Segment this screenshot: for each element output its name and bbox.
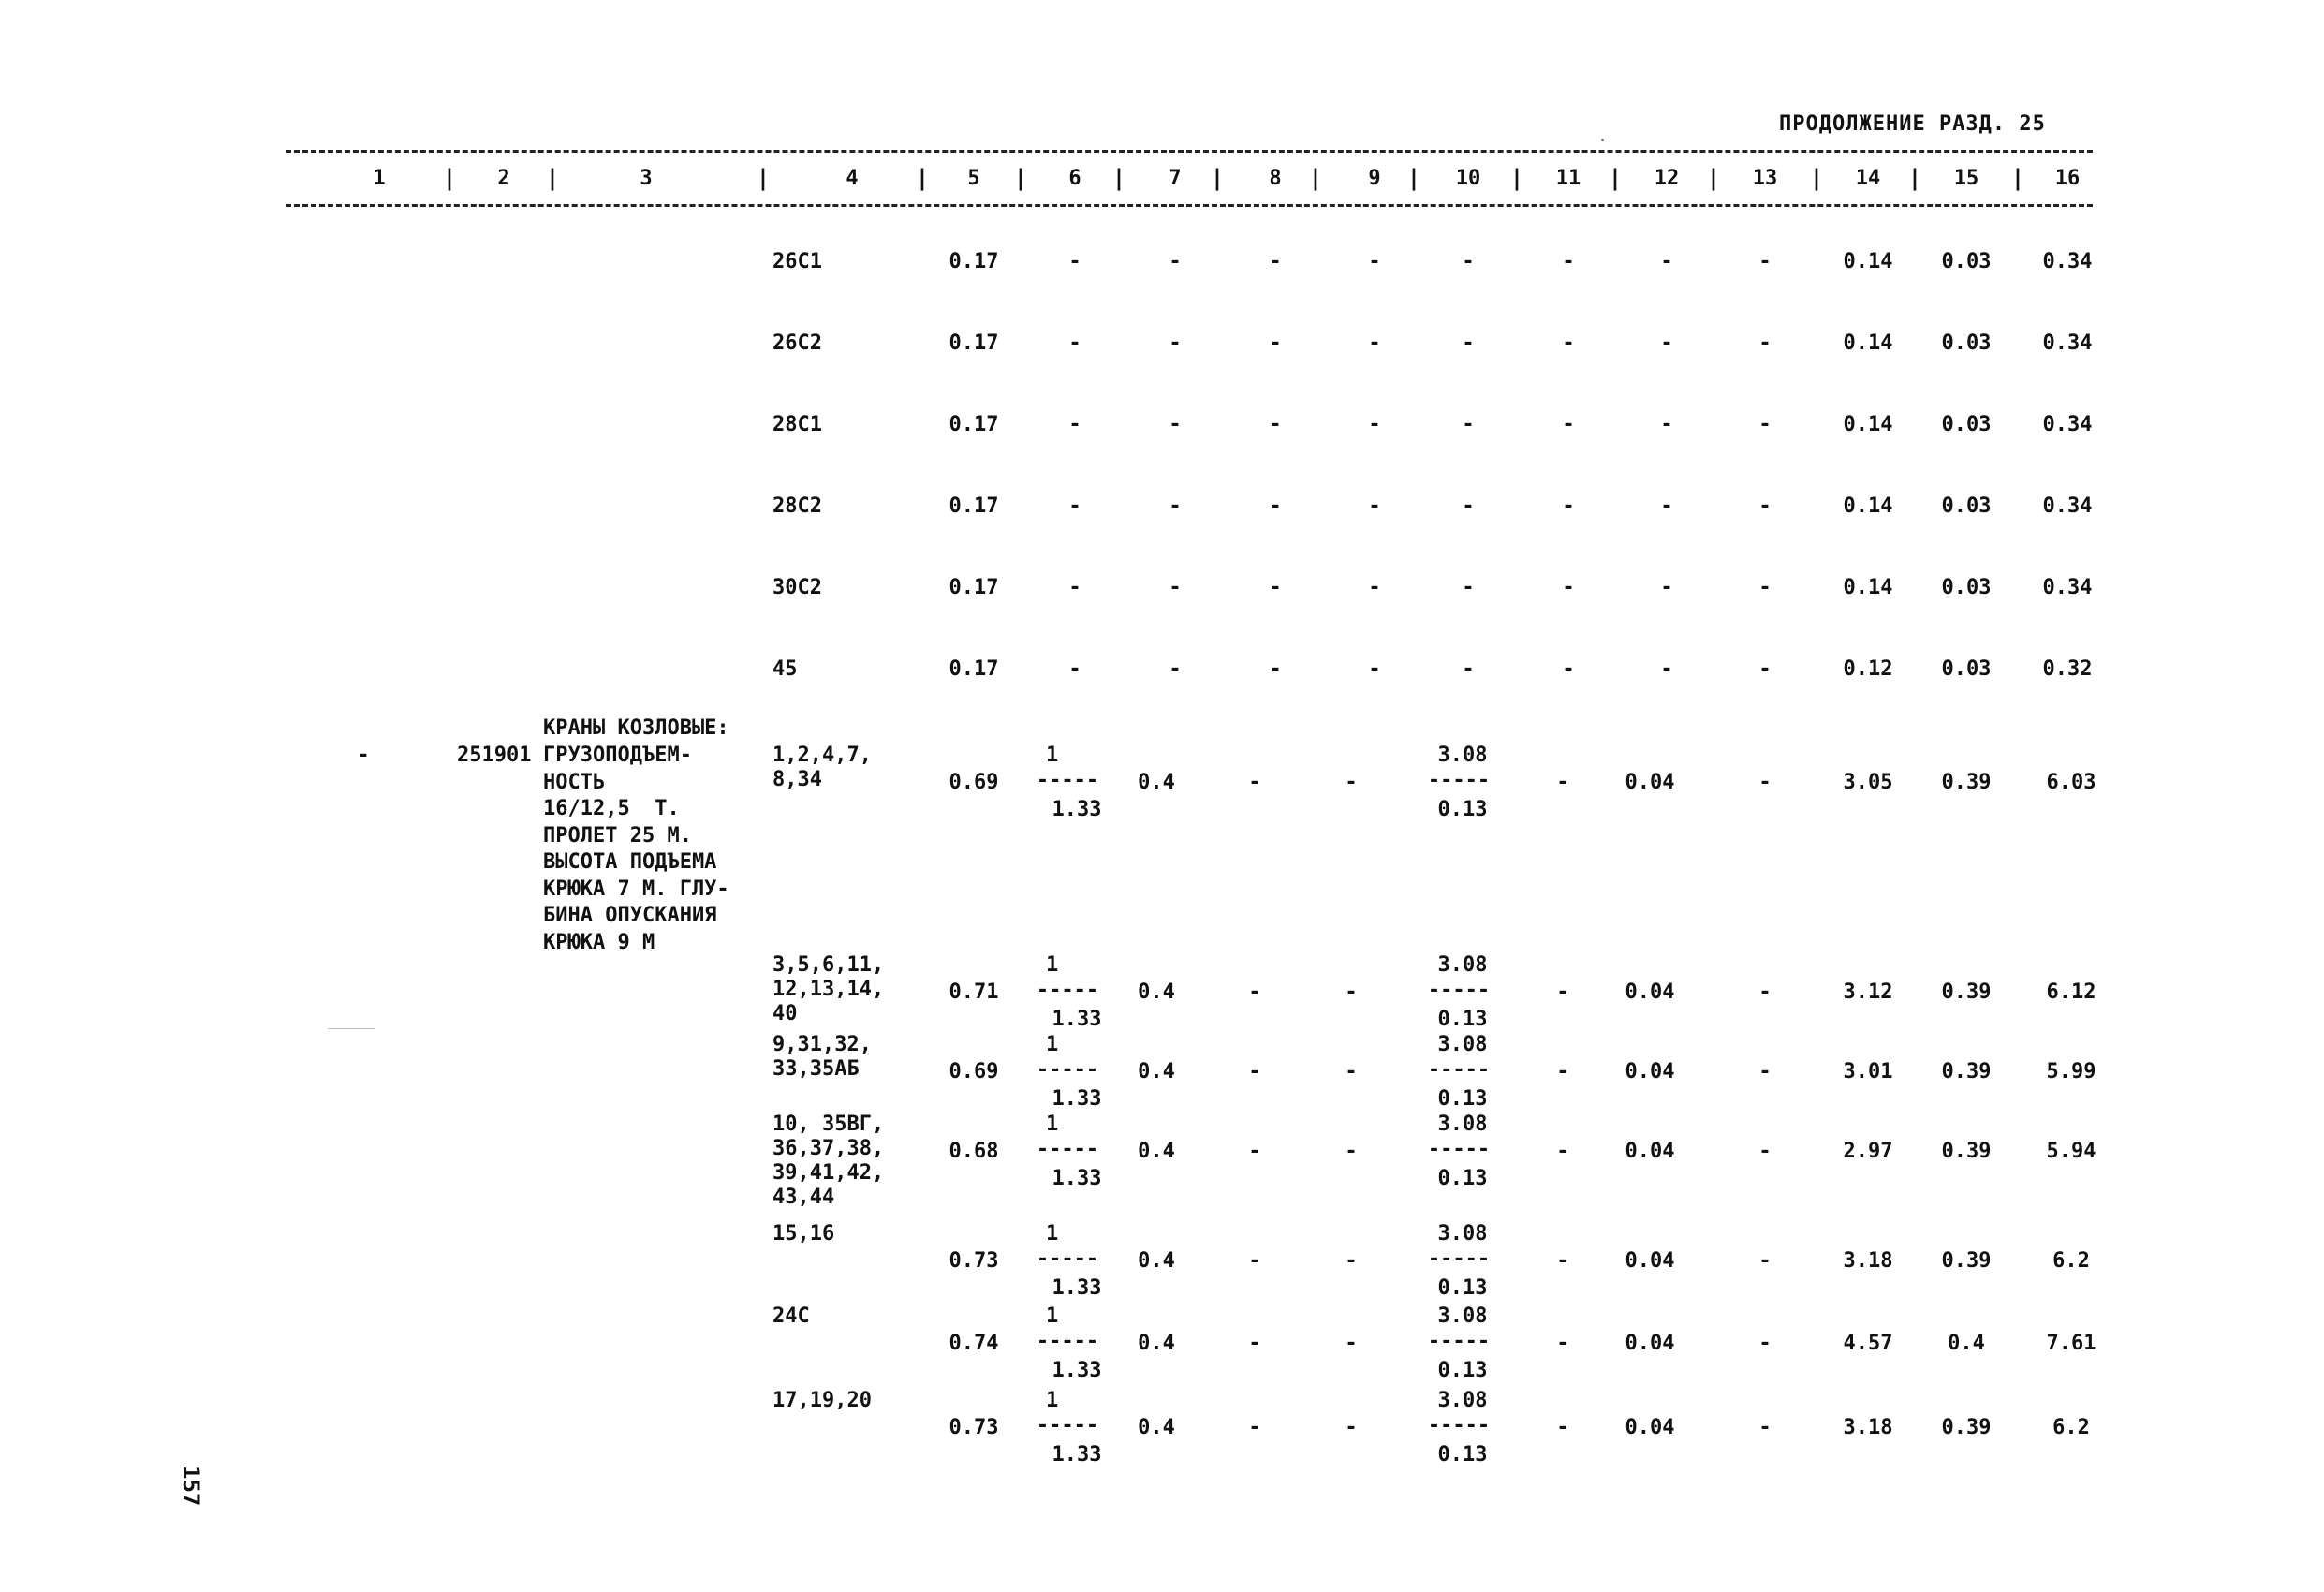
fraction-denominator: 1.33 bbox=[1052, 1276, 1102, 1300]
cell-value: 0.73 bbox=[949, 1416, 999, 1439]
fraction-bar: ----- bbox=[1427, 1330, 1491, 1353]
cell-value: 0.03 bbox=[1941, 413, 1992, 436]
cell-dash: - bbox=[1345, 771, 1358, 794]
cell-dash: - bbox=[1758, 1416, 1772, 1439]
cell-value: 0.14 bbox=[1843, 576, 1893, 599]
group-description-line: БИНА ОПУСКАНИЯ bbox=[543, 904, 717, 927]
cell-dash: - bbox=[1345, 1140, 1358, 1163]
cell-dash: - bbox=[1556, 1249, 1569, 1273]
column-separator: | bbox=[1907, 165, 1922, 191]
cell-dash: - bbox=[1169, 657, 1182, 681]
cell-dash: - bbox=[1368, 657, 1381, 681]
column-header: 5 bbox=[967, 167, 980, 190]
fraction-denominator: 1.33 bbox=[1052, 1008, 1102, 1031]
fraction-bar: ----- bbox=[1036, 1247, 1099, 1271]
fraction-numerator: 3.08 bbox=[1437, 1222, 1488, 1246]
cell-value: 0.74 bbox=[949, 1332, 999, 1355]
group-code: 251901 bbox=[457, 744, 532, 767]
cell-value: 0.04 bbox=[1625, 1060, 1675, 1083]
cell-dash: - bbox=[1758, 1332, 1772, 1355]
column-header: 7 bbox=[1169, 167, 1182, 190]
cell-dash: - bbox=[1562, 250, 1575, 273]
cell-value: 0.4 bbox=[1948, 1332, 1985, 1355]
fraction-bar: ----- bbox=[1036, 979, 1099, 1002]
cell-code-line: 3,5,6,11, bbox=[772, 953, 885, 977]
column-header: 2 bbox=[497, 167, 510, 190]
fraction-denominator: 1.33 bbox=[1052, 798, 1102, 821]
scan-mark bbox=[328, 1028, 375, 1029]
column-header: 14 bbox=[1855, 167, 1881, 190]
cell-code-line: 40 bbox=[772, 1002, 798, 1025]
column-header: 9 bbox=[1368, 167, 1381, 190]
column-header: 10 bbox=[1455, 167, 1481, 190]
cell-dash: - bbox=[1758, 494, 1772, 518]
cell-dash: - bbox=[1248, 1416, 1261, 1439]
cell-value: 7.61 bbox=[2046, 1332, 2096, 1355]
cell-value: 0.4 bbox=[1138, 1060, 1175, 1083]
cell-dash: - bbox=[1345, 1332, 1358, 1355]
cell-dash: - bbox=[1248, 1332, 1261, 1355]
fraction-numerator: 1 bbox=[1046, 744, 1059, 767]
cell-value: 4.57 bbox=[1843, 1332, 1893, 1355]
cell-value: 0.39 bbox=[1941, 771, 1992, 794]
column-separator: | bbox=[2010, 165, 2025, 191]
cell-value: 3.05 bbox=[1843, 771, 1893, 794]
cell-value: 0.17 bbox=[949, 494, 999, 518]
cell-value: 2.97 bbox=[1843, 1140, 1893, 1163]
cell-code: 45 bbox=[772, 657, 798, 681]
cell-value: 0.17 bbox=[949, 576, 999, 599]
cell-value: 0.03 bbox=[1941, 332, 1992, 355]
cell-value: 0.14 bbox=[1843, 250, 1893, 273]
cell-value: 0.14 bbox=[1843, 332, 1893, 355]
cell-value: 0.03 bbox=[1941, 576, 1992, 599]
fraction-denominator: 0.13 bbox=[1437, 1167, 1488, 1190]
cell-dash: - bbox=[1758, 413, 1772, 436]
fraction-bar: ----- bbox=[1427, 1414, 1491, 1437]
cell-dash: - bbox=[1269, 413, 1282, 436]
group-description-line: ПРОЛЕТ 25 М. bbox=[543, 823, 692, 848]
cell-value: 0.39 bbox=[1941, 980, 1992, 1004]
cell-dash: - bbox=[1248, 980, 1261, 1004]
cell-dash: - bbox=[1368, 332, 1381, 355]
column-separator: | bbox=[1111, 165, 1126, 191]
cell-code-line: 17,19,20 bbox=[772, 1389, 872, 1412]
cell-value: 0.4 bbox=[1138, 771, 1175, 794]
cell-value: 0.34 bbox=[2042, 576, 2093, 599]
column-separator: | bbox=[1308, 165, 1323, 191]
cell-code: 28С2 bbox=[772, 494, 822, 518]
cell-value: 0.04 bbox=[1625, 1249, 1675, 1273]
cell-code: 30С2 bbox=[772, 576, 822, 599]
cell-dash: - bbox=[1248, 1140, 1261, 1163]
cell-value: 0.17 bbox=[949, 657, 999, 681]
fraction-bar: ----- bbox=[1036, 1138, 1099, 1161]
section-continuation-title: ПРОДОЛЖЕНИЕ РАЗД. 25 bbox=[1779, 112, 2046, 136]
fraction-denominator: 1.33 bbox=[1052, 1443, 1102, 1467]
fraction-denominator: 1.33 bbox=[1052, 1167, 1102, 1190]
cell-code-line: 8,34 bbox=[772, 768, 822, 791]
fraction-bar: ----- bbox=[1036, 1414, 1099, 1437]
cell-value: 0.34 bbox=[2042, 494, 2093, 518]
cell-dash: - bbox=[1169, 332, 1182, 355]
cell-dash: - bbox=[1758, 1060, 1772, 1083]
column-separator: | bbox=[1809, 165, 1824, 191]
column-separator: | bbox=[915, 165, 930, 191]
column-header: 16 bbox=[2054, 167, 2081, 190]
cell-dash: - bbox=[1345, 1060, 1358, 1083]
fraction-denominator: 0.13 bbox=[1437, 1359, 1488, 1382]
column-separator: | bbox=[442, 165, 457, 191]
cell-dash: - bbox=[1269, 576, 1282, 599]
cell-value: 0.03 bbox=[1941, 657, 1992, 681]
column-header: 8 bbox=[1269, 167, 1282, 190]
cell-value: 0.4 bbox=[1138, 1332, 1175, 1355]
cell-dash: - bbox=[1758, 576, 1772, 599]
cell-dash: - bbox=[1758, 980, 1772, 1004]
cell-dash: - bbox=[1462, 250, 1475, 273]
fraction-denominator: 0.13 bbox=[1437, 1008, 1488, 1031]
cell-value: 0.4 bbox=[1138, 1249, 1175, 1273]
cell-dash: - bbox=[1758, 332, 1772, 355]
cell-value: 0.68 bbox=[949, 1140, 999, 1163]
cell-value: 0.69 bbox=[949, 1060, 999, 1083]
cell-value: 0.34 bbox=[2042, 413, 2093, 436]
cell-dash: - bbox=[1758, 250, 1772, 273]
fraction-bar: ----- bbox=[1427, 979, 1491, 1002]
fraction-bar: ----- bbox=[1427, 769, 1491, 792]
cell-dash: - bbox=[1462, 657, 1475, 681]
column-separator: | bbox=[1509, 165, 1524, 191]
cell-value: 5.94 bbox=[2046, 1140, 2096, 1163]
cell-dash: - bbox=[1345, 1416, 1358, 1439]
group-description-line: КРЮКА 7 М. ГЛУ- bbox=[543, 877, 729, 901]
cell-dash: - bbox=[1556, 1416, 1569, 1439]
column-separator: | bbox=[1706, 165, 1721, 191]
cell-dash: - bbox=[1758, 1249, 1772, 1273]
cell-dash: - bbox=[1368, 413, 1381, 436]
fraction-denominator: 1.33 bbox=[1052, 1359, 1102, 1382]
cell-dash: - bbox=[1556, 1060, 1569, 1083]
cell-value: 3.01 bbox=[1843, 1060, 1893, 1083]
fraction-numerator: 3.08 bbox=[1437, 1033, 1488, 1056]
cell-value: 0.69 bbox=[949, 771, 999, 794]
cell-value: 0.03 bbox=[1941, 250, 1992, 273]
group-description-line: КРЮКА 9 М bbox=[543, 930, 655, 954]
fraction-bar: ----- bbox=[1036, 1058, 1099, 1082]
cell-dash: - bbox=[1758, 771, 1772, 794]
cell-value: 0.4 bbox=[1138, 980, 1175, 1004]
group-description-line: ВЫСОТА ПОДЪЕМА bbox=[543, 850, 717, 874]
page-number: 157 bbox=[178, 1466, 204, 1507]
group-description-line: КРАНЫ КОЗЛОВЫЕ: bbox=[543, 716, 729, 740]
cell-value: 0.32 bbox=[2042, 657, 2093, 681]
cell-value: 6.03 bbox=[2046, 771, 2096, 794]
cell-value: 0.14 bbox=[1843, 413, 1893, 436]
cell-value: 0.71 bbox=[949, 980, 999, 1004]
cell-value: 0.04 bbox=[1625, 1416, 1675, 1439]
cell-code-line: 43,44 bbox=[772, 1186, 835, 1209]
cell-dash: - bbox=[1269, 494, 1282, 518]
cell-dash: - bbox=[1562, 657, 1575, 681]
cell-dash: - bbox=[1269, 657, 1282, 681]
cell-dash: - bbox=[1068, 332, 1081, 355]
cell-code-line: 12,13,14, bbox=[772, 978, 885, 1001]
cell-dash: - bbox=[1660, 576, 1673, 599]
column-header: 12 bbox=[1654, 167, 1680, 190]
cell-dash: - bbox=[1269, 250, 1282, 273]
header-top-rule bbox=[286, 150, 2093, 153]
cell-dash: - bbox=[1169, 494, 1182, 518]
fraction-numerator: 1 bbox=[1046, 1033, 1059, 1056]
group-description-line: 16/12,5 Т. bbox=[543, 797, 680, 820]
scan-speck bbox=[1601, 139, 1604, 141]
cell-value: 0.39 bbox=[1941, 1060, 1992, 1083]
column-header: 15 bbox=[1953, 167, 1979, 190]
cell-code: 28С1 bbox=[772, 413, 822, 436]
cell-value: 0.17 bbox=[949, 413, 999, 436]
column-header: 1 bbox=[373, 167, 386, 190]
cell-value: 0.17 bbox=[949, 332, 999, 355]
column-separator: | bbox=[1210, 165, 1225, 191]
cell-dash: - bbox=[1169, 576, 1182, 599]
cell-dash: - bbox=[1562, 576, 1575, 599]
cell-value: 0.12 bbox=[1843, 657, 1893, 681]
cell-dash: - bbox=[1068, 494, 1081, 518]
fraction-numerator: 3.08 bbox=[1437, 1305, 1488, 1328]
column-header: 6 bbox=[1068, 167, 1081, 190]
cell-value: 0.73 bbox=[949, 1249, 999, 1273]
cell-dash: - bbox=[1248, 771, 1261, 794]
cell-value: 6.2 bbox=[2052, 1416, 2090, 1439]
fraction-bar: ----- bbox=[1427, 1247, 1491, 1271]
cell-dash: - bbox=[1462, 413, 1475, 436]
header-bottom-rule bbox=[286, 204, 2093, 207]
cell-value: 0.03 bbox=[1941, 494, 1992, 518]
fraction-numerator: 1 bbox=[1046, 1389, 1059, 1412]
cell-value: 0.39 bbox=[1941, 1416, 1992, 1439]
cell-code-line: 36,37,38, bbox=[772, 1137, 885, 1160]
cell-dash: - bbox=[1068, 250, 1081, 273]
cell-code-line: 39,41,42, bbox=[772, 1161, 885, 1185]
fraction-numerator: 3.08 bbox=[1437, 953, 1488, 977]
fraction-bar: ----- bbox=[1427, 1058, 1491, 1082]
cell-dash: - bbox=[1169, 250, 1182, 273]
cell-dash: - bbox=[1758, 657, 1772, 681]
cell-dash: - bbox=[1758, 1140, 1772, 1163]
cell-dash: - bbox=[1248, 1249, 1261, 1273]
fraction-denominator: 0.13 bbox=[1437, 1276, 1488, 1300]
column-header: 13 bbox=[1752, 167, 1778, 190]
column-separator: | bbox=[545, 165, 560, 191]
cell-dash: - bbox=[1068, 657, 1081, 681]
cell-dash: - bbox=[1368, 576, 1381, 599]
fraction-bar: ----- bbox=[1036, 1330, 1099, 1353]
cell-dash: - bbox=[1462, 332, 1475, 355]
cell-dash: - bbox=[1368, 250, 1381, 273]
cell-value: 3.12 bbox=[1843, 980, 1893, 1004]
cell-value: 0.04 bbox=[1625, 771, 1675, 794]
group-marker: - bbox=[357, 744, 370, 767]
cell-value: 0.4 bbox=[1138, 1140, 1175, 1163]
cell-dash: - bbox=[1660, 250, 1673, 273]
column-header: 4 bbox=[846, 167, 859, 190]
column-separator: | bbox=[1013, 165, 1028, 191]
cell-dash: - bbox=[1068, 576, 1081, 599]
cell-dash: - bbox=[1660, 413, 1673, 436]
column-separator: | bbox=[1608, 165, 1623, 191]
fraction-numerator: 1 bbox=[1046, 1305, 1059, 1328]
cell-dash: - bbox=[1660, 494, 1673, 518]
cell-value: 0.39 bbox=[1941, 1140, 1992, 1163]
cell-dash: - bbox=[1269, 332, 1282, 355]
cell-dash: - bbox=[1345, 980, 1358, 1004]
group-description-line: НОСТЬ bbox=[543, 770, 606, 794]
column-separator: | bbox=[1406, 165, 1421, 191]
fraction-bar: ----- bbox=[1036, 769, 1099, 792]
fraction-numerator: 3.08 bbox=[1437, 1113, 1488, 1136]
cell-code-line: 10, 35ВГ, bbox=[772, 1113, 885, 1136]
cell-dash: - bbox=[1462, 494, 1475, 518]
cell-value: 6.12 bbox=[2046, 980, 2096, 1004]
fraction-denominator: 0.13 bbox=[1437, 798, 1488, 821]
cell-dash: - bbox=[1660, 332, 1673, 355]
group-description-line: ГРУЗОПОДЪЕМ- bbox=[543, 744, 692, 767]
cell-dash: - bbox=[1345, 1249, 1358, 1273]
fraction-denominator: 0.13 bbox=[1437, 1443, 1488, 1467]
fraction-numerator: 3.08 bbox=[1437, 744, 1488, 767]
cell-dash: - bbox=[1556, 980, 1569, 1004]
cell-value: 6.2 bbox=[2052, 1249, 2090, 1273]
column-separator: | bbox=[756, 165, 771, 191]
fraction-numerator: 1 bbox=[1046, 1113, 1059, 1136]
cell-value: 0.14 bbox=[1843, 494, 1893, 518]
cell-dash: - bbox=[1562, 494, 1575, 518]
cell-value: 0.34 bbox=[2042, 250, 2093, 273]
cell-code: 26С1 bbox=[772, 250, 822, 273]
cell-code-line: 24С bbox=[772, 1305, 810, 1328]
fraction-numerator: 1 bbox=[1046, 953, 1059, 977]
fraction-bar: ----- bbox=[1427, 1138, 1491, 1161]
cell-value: 0.17 bbox=[949, 250, 999, 273]
cell-value: 3.18 bbox=[1843, 1249, 1893, 1273]
cell-value: 0.39 bbox=[1941, 1249, 1992, 1273]
cell-value: 0.04 bbox=[1625, 1332, 1675, 1355]
cell-dash: - bbox=[1068, 413, 1081, 436]
cell-dash: - bbox=[1562, 413, 1575, 436]
cell-code-line: 15,16 bbox=[772, 1222, 835, 1246]
column-header: 11 bbox=[1555, 167, 1581, 190]
cell-dash: - bbox=[1660, 657, 1673, 681]
cell-value: 5.99 bbox=[2046, 1060, 2096, 1083]
cell-dash: - bbox=[1462, 576, 1475, 599]
cell-dash: - bbox=[1562, 332, 1575, 355]
cell-dash: - bbox=[1248, 1060, 1261, 1083]
cell-value: 0.04 bbox=[1625, 1140, 1675, 1163]
cell-dash: - bbox=[1556, 1140, 1569, 1163]
cell-dash: - bbox=[1556, 1332, 1569, 1355]
cell-code-line: 9,31,32, bbox=[772, 1033, 872, 1056]
cell-code: 26С2 bbox=[772, 332, 822, 355]
cell-dash: - bbox=[1556, 771, 1569, 794]
cell-value: 0.4 bbox=[1138, 1416, 1175, 1439]
column-header: 3 bbox=[640, 167, 653, 190]
fraction-numerator: 3.08 bbox=[1437, 1389, 1488, 1412]
cell-value: 0.04 bbox=[1625, 980, 1675, 1004]
cell-dash: - bbox=[1169, 413, 1182, 436]
fraction-denominator: 0.13 bbox=[1437, 1087, 1488, 1111]
cell-code-line: 1,2,4,7, bbox=[772, 744, 872, 767]
cell-dash: - bbox=[1368, 494, 1381, 518]
fraction-numerator: 1 bbox=[1046, 1222, 1059, 1246]
cell-value: 0.34 bbox=[2042, 332, 2093, 355]
fraction-denominator: 1.33 bbox=[1052, 1087, 1102, 1111]
cell-code-line: 33,35АБ bbox=[772, 1057, 860, 1081]
cell-value: 3.18 bbox=[1843, 1416, 1893, 1439]
